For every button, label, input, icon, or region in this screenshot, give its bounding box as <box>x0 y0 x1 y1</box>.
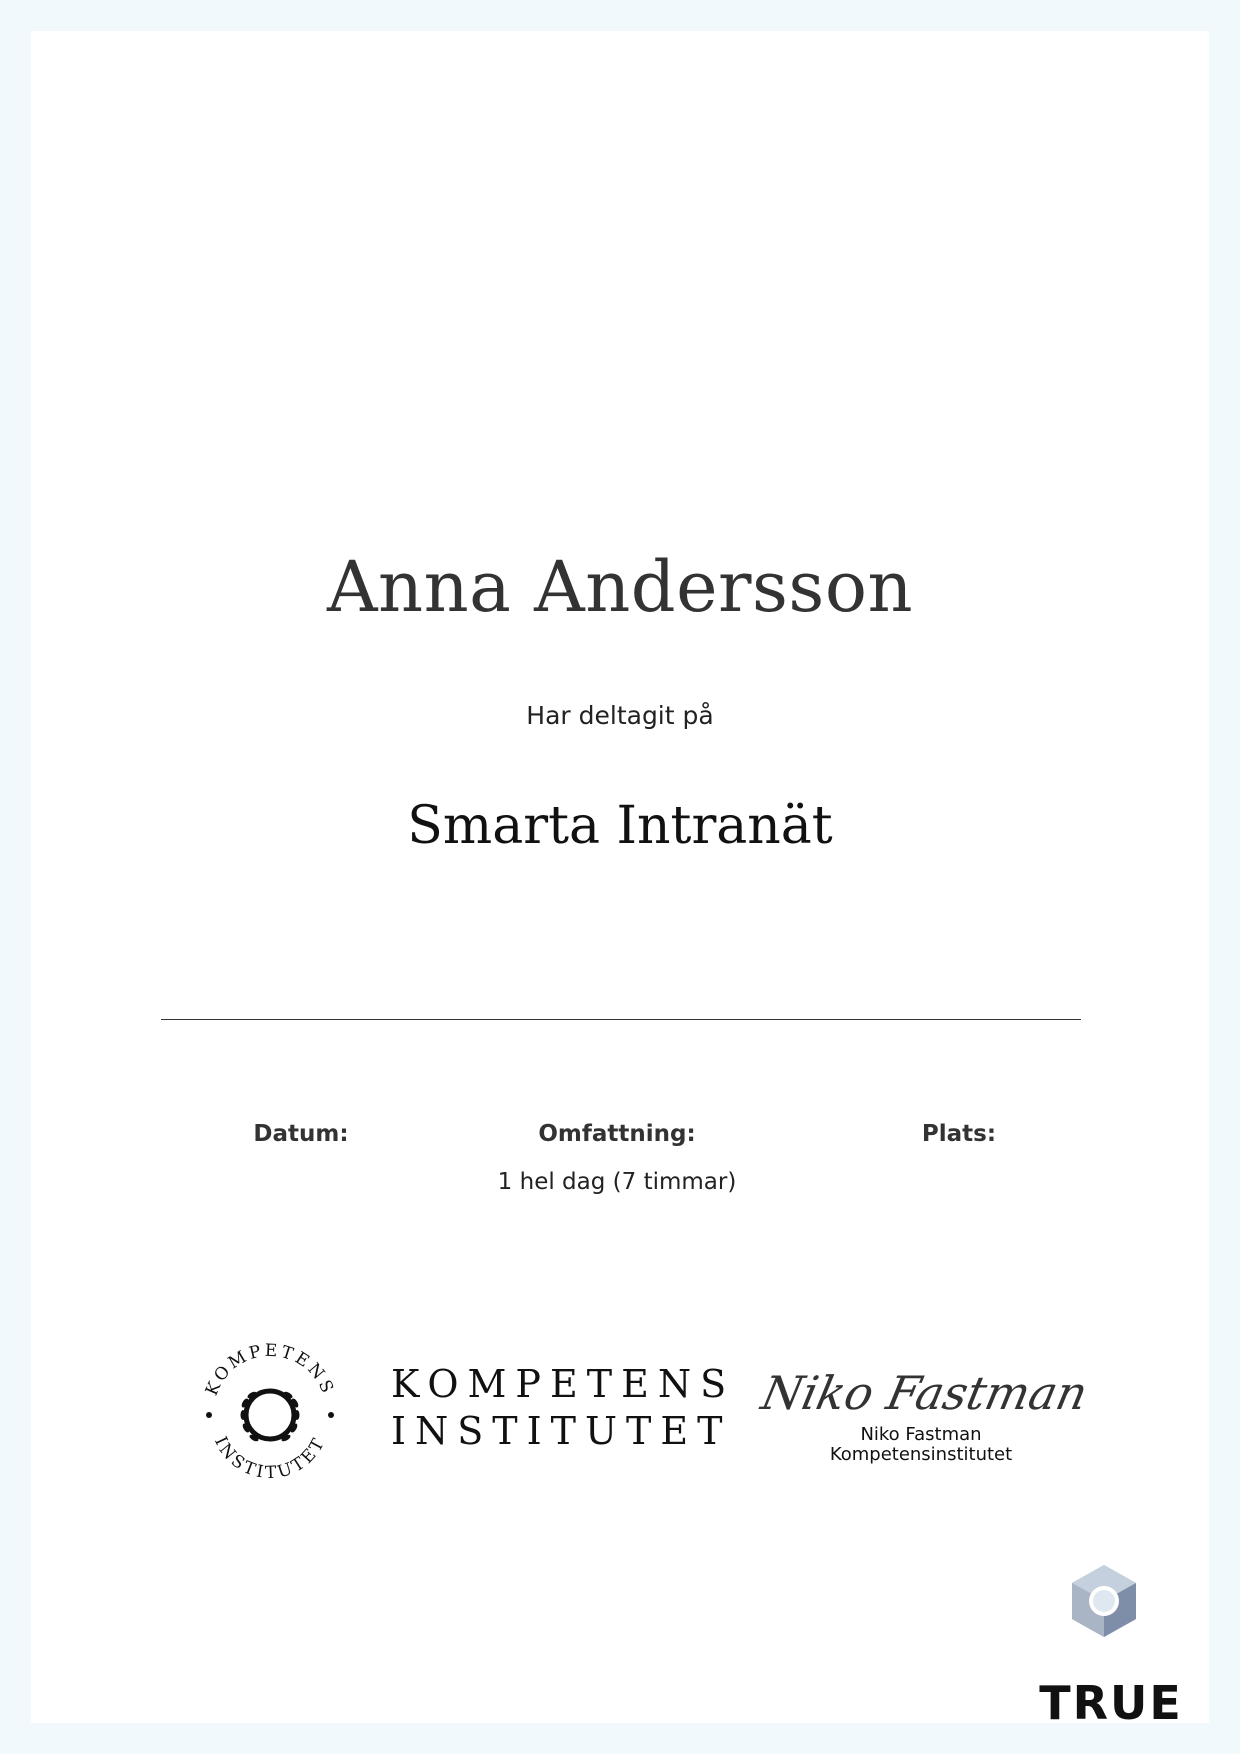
kompetens-wordmark <box>391 1361 735 1455</box>
brand-wordmark: TRUE <box>1039 1676 1183 1730</box>
hexagon-cube-logo-icon <box>1064 1561 1144 1641</box>
handwritten-signature <box>756 1349 1093 1427</box>
place-label: Plats: <box>921 1121 997 1147</box>
scope-label: Omfattning: <box>538 1121 696 1147</box>
seal-text-bottom: INSTITUTET <box>210 1433 330 1483</box>
seal-text-top: KOMPETENS <box>201 1341 339 1399</box>
signature-text: Niko Fastman <box>756 1366 1093 1420</box>
recipient-name: Anna Andersson <box>326 546 914 628</box>
divider-line <box>161 1019 1081 1020</box>
certificate-page <box>31 31 1209 1730</box>
wordmark-line-2: INSTITUTET <box>391 1409 732 1453</box>
signer-name: Niko Fastman <box>860 1424 982 1445</box>
laurel-wreath-icon <box>240 1390 299 1442</box>
course-title: Smarta Intranät <box>407 796 833 856</box>
signer-organization: Kompetensinstitutet <box>829 1444 1013 1465</box>
kompetens-seal-logo <box>199 1341 341 1483</box>
date-label: Datum: <box>253 1121 349 1147</box>
wordmark-line-1: KOMPETENS <box>391 1362 736 1406</box>
signer-block <box>771 1425 1071 1465</box>
participation-text: Har deltagit på <box>526 701 714 730</box>
scope-value: 1 hel dag (7 timmar) <box>497 1169 737 1195</box>
